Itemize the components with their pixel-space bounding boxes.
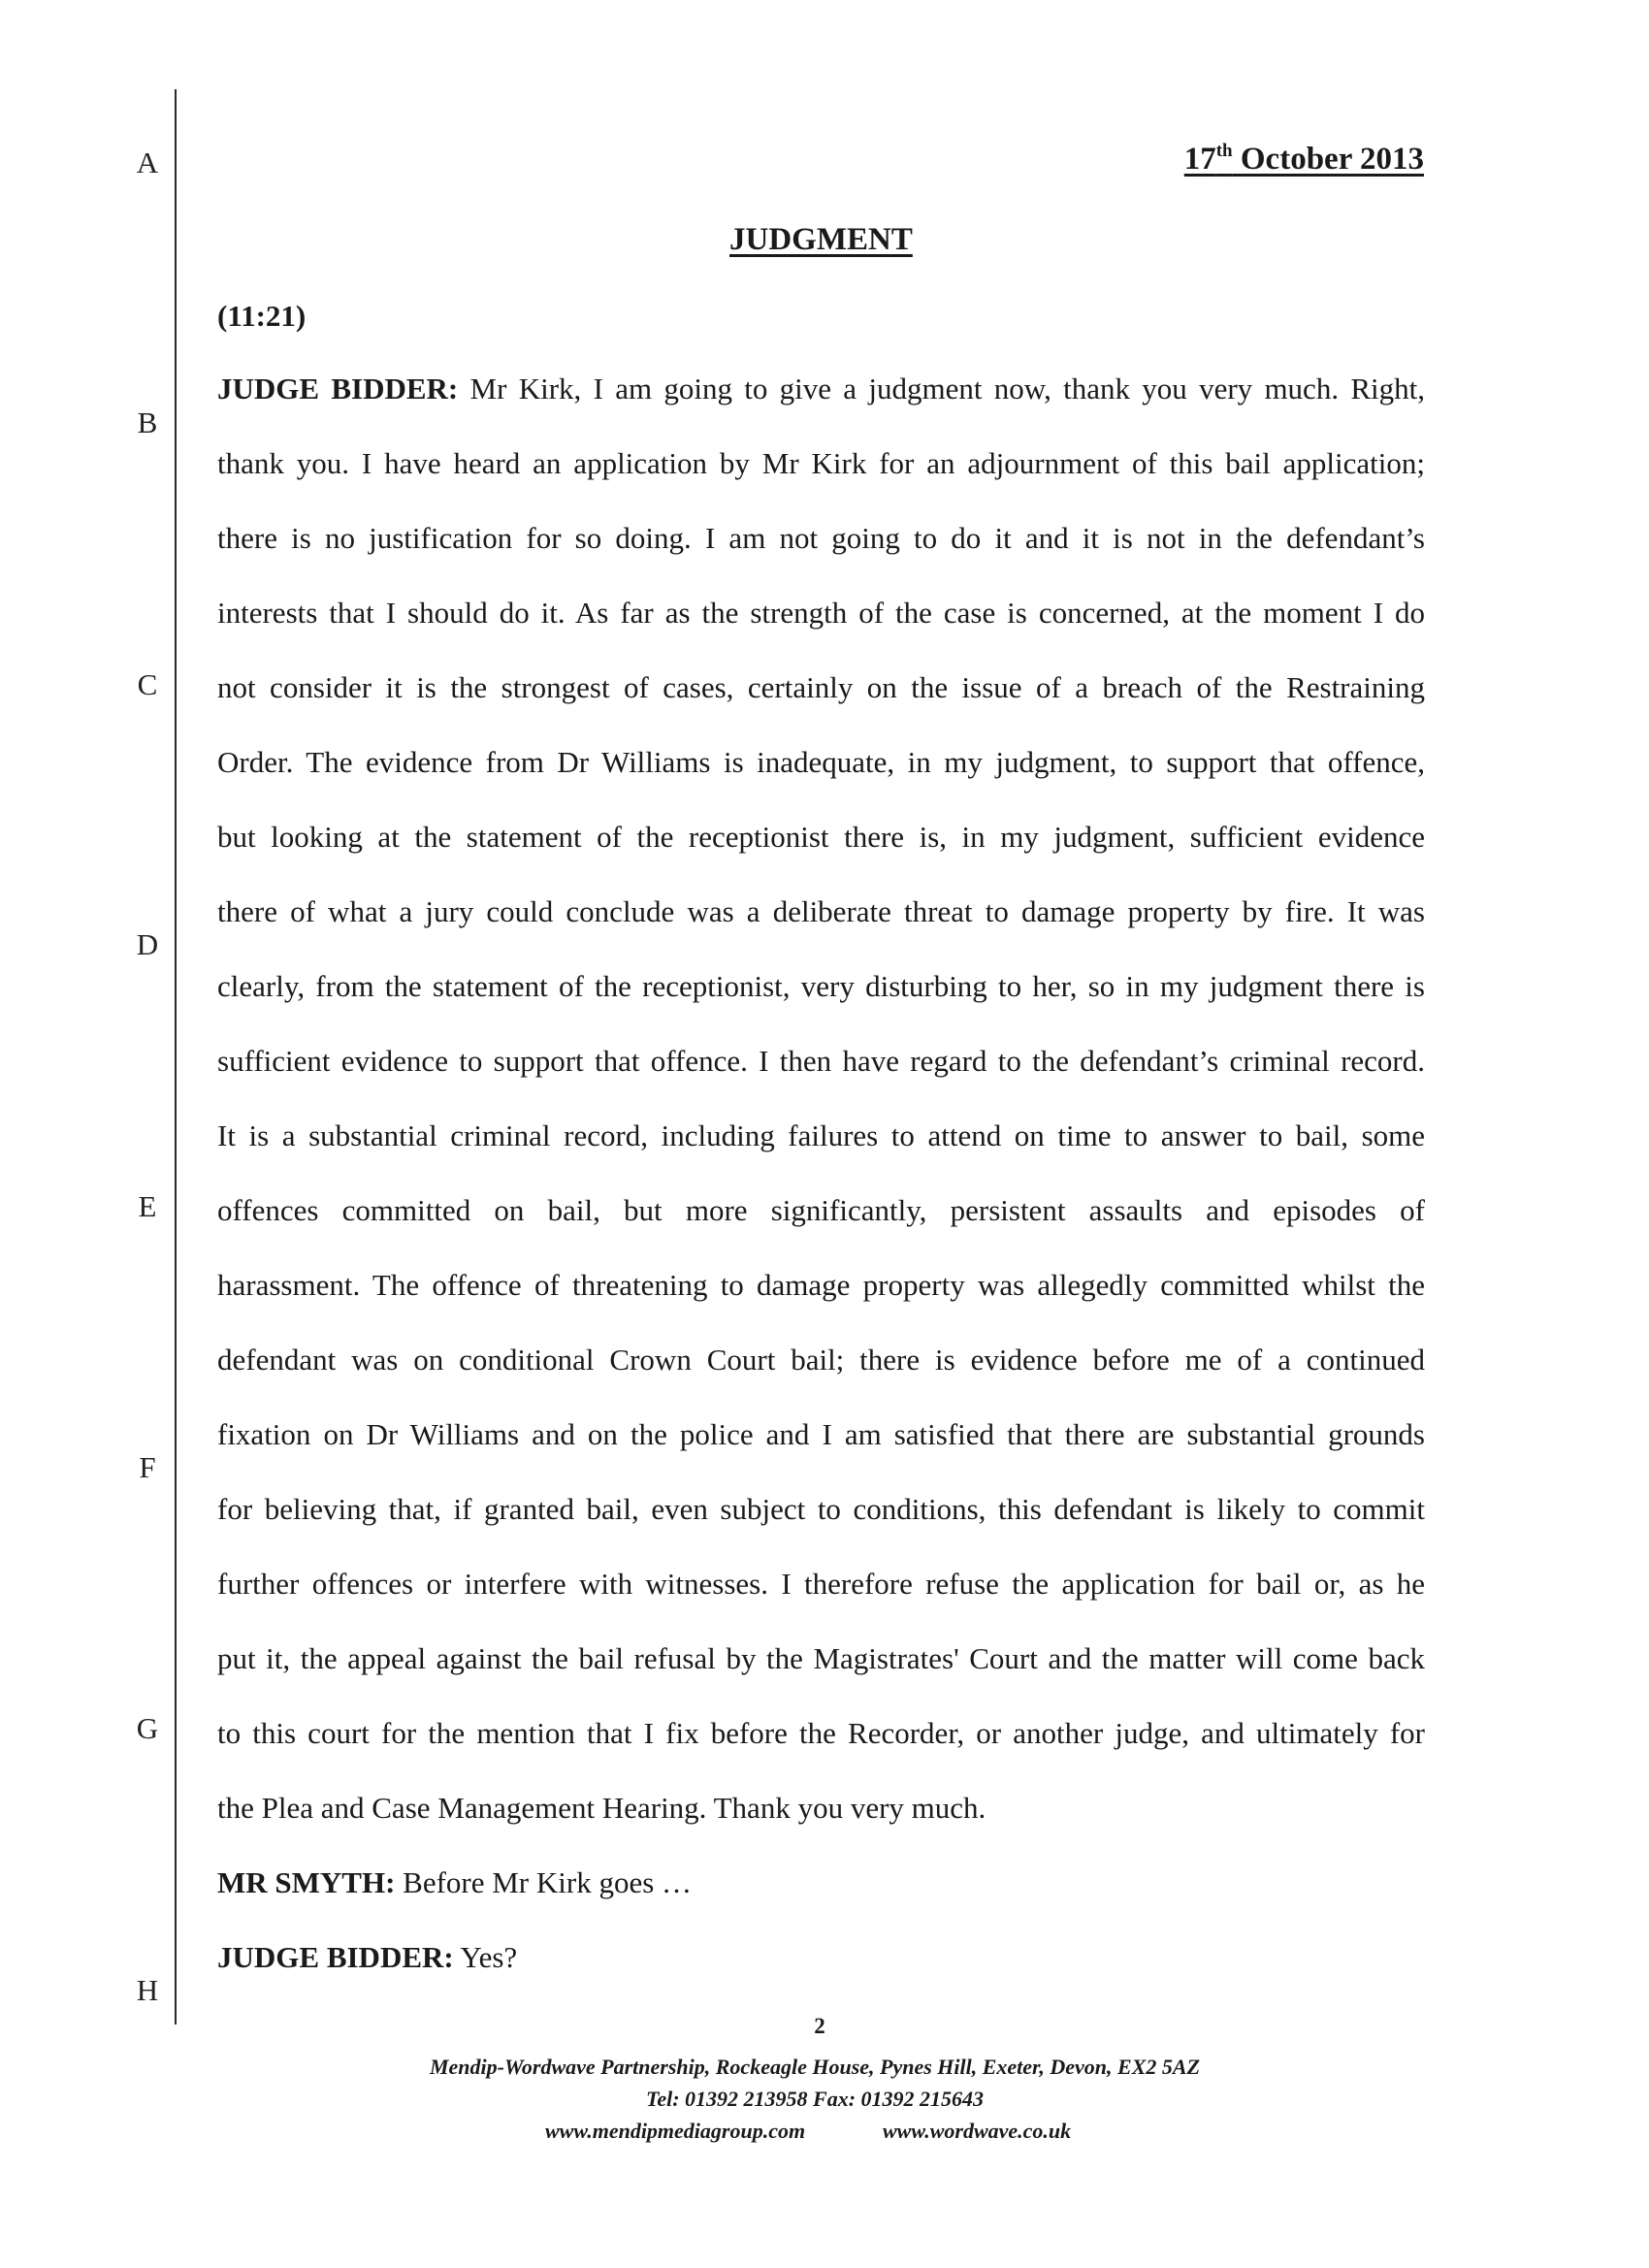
transcript-line [217,372,1425,406]
time-stamp: (11:21) [217,299,307,333]
page-number: 2 [814,2014,825,2038]
transcript-line: It is a substantial criminal record, including failures to attend on time to answer to bail, some [217,1118,1425,1152]
margin-letter-e: E [138,1189,157,1223]
footer-address: Mendip-Wordwave Partnership, Rockeagle House, Pynes Hill, Exeter, Devon, EX2 5AZ [429,2055,1201,2079]
transcript-line: fixation on Dr Williams and on the police and I am satisfied that there are substantial grounds [217,1417,1425,1451]
speaker-label-smyth: MR SMYTH: [217,1865,396,1899]
speaker-label-judge: JUDGE BIDDER: [217,372,459,405]
line-text: Before Mr Kirk goes … [395,1865,693,1899]
line-text: Mr Kirk, I am going to give a judgment now, thank you very much. Right, [458,372,1426,405]
transcript-line: Order. The evidence from Dr Williams is inadequate, in my judgment, to support that offence, [217,745,1425,779]
transcript-line-smyth [217,1865,1425,1900]
margin-letter-f: F [139,1450,156,1484]
footer-website-wordwave[interactable]: www.wordwave.co.uk [883,2119,1072,2143]
hearing-date [1184,142,1424,178]
transcript-line: there is no justification for so doing. I am not going to do it and it is not in the defendant’s [217,521,1425,555]
margin-letter-h: H [136,1973,159,2007]
margin-letter-c: C [137,667,158,701]
margin-letter-g: G [136,1711,159,1745]
margin-rule [175,89,177,2025]
transcript-line: clearly, from the statement of the receptionist, very disturbing to her, so in my judgment there is [217,969,1425,1003]
transcript-line: for believing that, if granted bail, even subject to conditions, this defendant is likely to commit [217,1492,1425,1526]
document-heading: JUDGMENT [729,222,913,257]
margin-letter-a: A [136,146,159,179]
margin-letter-d: D [136,927,159,961]
date-month-year: October 2013 [1232,142,1424,177]
transcript-line: sufficient evidence to support that offence. I then have regard to the defendant’s criminal record. [217,1044,1425,1078]
transcript-line: harassment. The offence of threatening to damage property was allegedly committed whilst the [217,1268,1425,1302]
transcript-line: but looking at the statement of the receptionist there is, in my judgment, sufficient evidence [217,820,1425,854]
line-text: Yes? [453,1940,518,1974]
transcript-line: defendant was on conditional Crown Court bail; there is evidence before me of a continued [217,1343,1425,1377]
transcript-line: to this court for the mention that I fix before the Recorder, or another judge, and ultimately for [217,1716,1425,1750]
speaker-label-judge: JUDGE BIDDER: [217,1940,454,1974]
transcript-line: offences committed on bail, but more significantly, persistent assaults and episodes of [217,1193,1425,1227]
transcript-line-judge-reply [217,1940,1425,1975]
transcript-line: the Plea and Case Management Hearing. Thank you very much. [217,1791,986,1825]
transcript-line: there of what a jury could conclude was a deliberate threat to damage property by fire. It was [217,894,1425,928]
transcript-line: thank you. I have heard an application by Mr Kirk for an adjournment of this bail application; [217,446,1425,480]
footer-phone: Tel: 01392 213958 Fax: 01392 215643 [645,2087,985,2111]
date-suffix: th [1215,141,1233,161]
transcript-line: not consider it is the strongest of cases, certainly on the issue of a breach of the Restraining [217,670,1425,704]
date-day: 17 [1183,142,1216,177]
transcript-line: further offences or interfere with witnesses. I therefore refuse the application for bail or, as he [217,1567,1425,1601]
transcript-line: put it, the appeal against the bail refusal by the Magistrates' Court and the matter will come back [217,1641,1425,1675]
transcript-line: interests that I should do it. As far as the strength of the case is concerned, at the moment I do [217,596,1425,630]
margin-letter-b: B [137,405,158,439]
footer-website-mendip[interactable]: www.mendipmediagroup.com [545,2119,806,2143]
